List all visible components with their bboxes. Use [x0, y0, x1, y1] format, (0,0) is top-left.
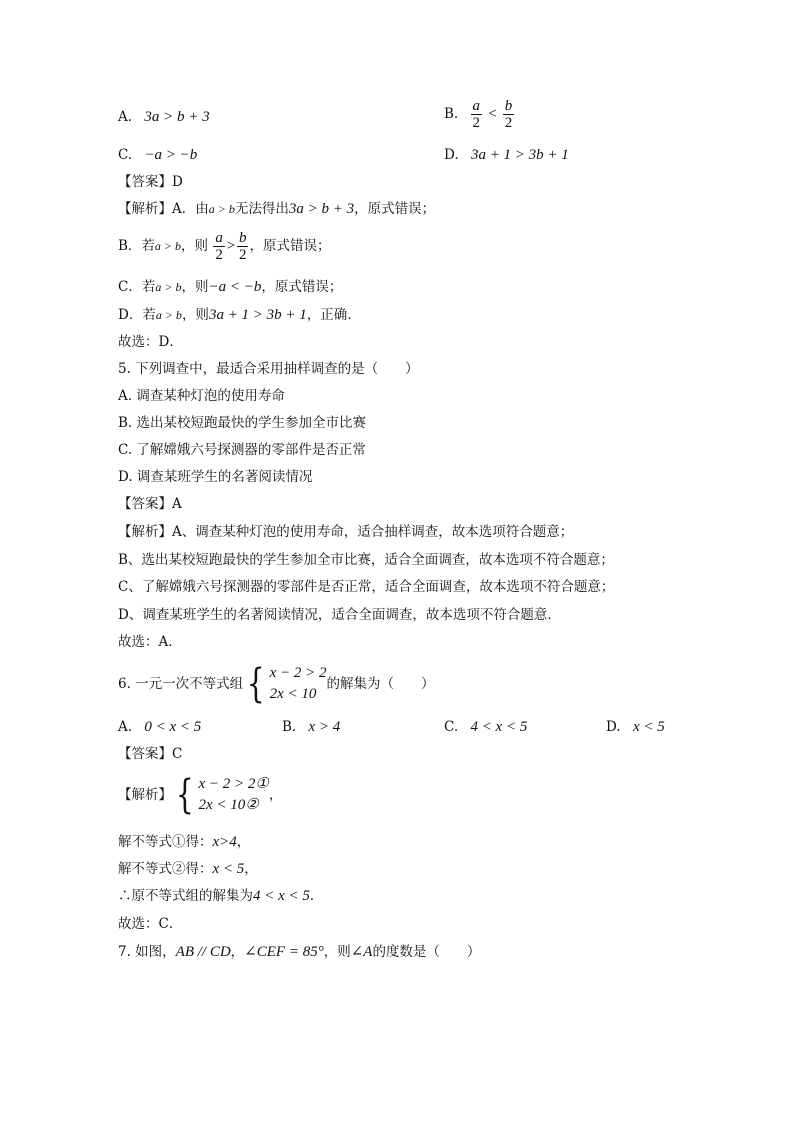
numerator: a — [215, 230, 223, 246]
q4-analysis-a — [118, 200, 435, 218]
text: 【解析】 — [118, 787, 172, 803]
q5-option-a: A. 调查某种灯泡的使用寿命 — [118, 388, 285, 404]
inequality-system — [243, 663, 326, 705]
q6-option-b — [282, 718, 340, 736]
q6-answer: 【答案】C — [118, 746, 183, 762]
fraction — [213, 230, 225, 263]
q5-stem: 5. 下列调查中，最适合采用抽样调查的是（ ） — [118, 361, 419, 377]
text: ∴原不等式组的解集为 — [118, 888, 253, 904]
q6-stem — [118, 661, 435, 707]
brace: { — [246, 661, 265, 707]
text: ， — [244, 861, 258, 877]
q4-option-b — [444, 98, 515, 131]
math: 3a + 1 > 3b + 1 — [208, 307, 307, 323]
q5-conclusion: 故选：A． — [118, 634, 182, 650]
q5-analysis-d: D、调查某班学生的名著阅读情况，适合全面调查，故本选项不符合题意． — [118, 607, 561, 623]
text: 的解集为（ ） — [326, 676, 435, 692]
q6-step-1 — [118, 833, 250, 851]
q7-stem — [118, 943, 480, 961]
math: ∠A — [350, 944, 373, 960]
text: ， — [268, 787, 283, 803]
relation: < — [487, 106, 498, 122]
inequality-1: x − 2 > 2① — [198, 776, 269, 792]
q6-option-d — [606, 718, 665, 736]
q6-conclusion: 故选：C． — [118, 916, 183, 932]
option-label: A. — [118, 109, 133, 125]
math: 3a > b + 3 — [288, 201, 355, 217]
q5-answer: 【答案】A — [118, 496, 182, 512]
numerator: b — [238, 230, 247, 246]
text: ，原式错误； — [261, 279, 343, 295]
q5-option-d: D. 调查某班学生的名著阅读情况 — [118, 469, 313, 485]
q4-option-c — [118, 146, 197, 164]
q4-option-a — [118, 108, 210, 126]
text: B．若 — [118, 238, 155, 254]
option-math: 3a > b + 3 — [144, 109, 210, 125]
option-label: D. — [606, 719, 621, 735]
condition: a > b — [208, 202, 235, 216]
option-math: 4 < x < 5 — [470, 719, 528, 735]
math: ∠CEF = 85° — [244, 944, 324, 960]
relation: > — [225, 238, 236, 254]
q6-step-2 — [118, 860, 258, 878]
inequality-1: x − 2 > 2 — [269, 665, 327, 681]
brace: { — [175, 772, 194, 818]
q4-answer: 【答案】D — [118, 174, 183, 190]
numerator: b — [504, 98, 513, 114]
q5-analysis-a: 【解析】A、调查某种灯泡的使用寿命，适合抽样调查，故本选项符合题意； — [118, 524, 574, 540]
fraction — [237, 230, 249, 263]
text: 7. 如图， — [118, 944, 176, 960]
q6-analysis-system — [118, 772, 282, 818]
option-label: B. — [282, 719, 297, 735]
text: ，原式错误； — [249, 238, 331, 254]
text: ，则 — [323, 944, 351, 960]
text: ，正确． — [306, 307, 361, 323]
text: ，则 — [181, 238, 209, 254]
option-label: D. — [444, 147, 459, 163]
text: C．若 — [118, 279, 156, 295]
q6-step-3 — [118, 887, 323, 905]
math: x>4 — [212, 834, 237, 850]
math: −a < −b — [208, 279, 262, 295]
option-math: 0 < x < 5 — [144, 719, 202, 735]
option-math: x < 5 — [632, 719, 665, 735]
q4-conclusion: 故选：D． — [118, 334, 183, 350]
numerator: a — [472, 98, 481, 114]
option-label: C. — [118, 147, 133, 163]
text: 解不等式②得： — [118, 861, 213, 877]
text: 6. 一元一次不等式组 — [118, 676, 244, 692]
q4-option-d — [444, 146, 569, 164]
text: 【解析】A．由 — [118, 201, 209, 217]
q6-option-c — [444, 718, 527, 736]
inequality-2: 2x < 10② — [198, 797, 259, 813]
denominator: 2 — [215, 247, 223, 263]
text: 的度数是（ ） — [372, 944, 481, 960]
text: 解不等式①得： — [118, 834, 213, 850]
text: ， — [230, 944, 245, 960]
q5-analysis-b: B、选出某校短跑最快的学生参加全市比赛，适合全面调查，故本选项不符合题意； — [118, 552, 614, 568]
text: D．若 — [118, 307, 156, 323]
option-label: C. — [444, 719, 459, 735]
math: AB // CD — [175, 944, 231, 960]
q4-analysis-d — [118, 306, 361, 324]
q6-option-a — [118, 718, 201, 736]
text: ，原式错误； — [354, 201, 436, 217]
text: 无法得出 — [234, 201, 289, 217]
option-math: 3a + 1 > 3b + 1 — [470, 147, 569, 163]
denominator: 2 — [472, 115, 481, 131]
denominator: 2 — [504, 115, 513, 131]
option-label: A. — [118, 719, 133, 735]
math: 4 < x < 5 — [253, 888, 310, 904]
option-label: B. — [444, 106, 459, 122]
inequality-system — [172, 774, 269, 816]
text: ， — [236, 834, 251, 850]
q5-option-c: C. 了解嫦娥六号探测器的零部件是否正常 — [118, 442, 366, 458]
condition: a > b — [155, 280, 182, 294]
option-math: −a > −b — [144, 147, 198, 163]
condition: a > b — [154, 239, 182, 253]
math: x < 5 — [212, 861, 245, 877]
condition: a > b — [155, 308, 182, 322]
text: ． — [309, 888, 324, 904]
q4-analysis-c — [118, 278, 342, 296]
fraction — [471, 98, 483, 131]
fraction — [503, 98, 515, 131]
q5-analysis-c: C、了解嫦娥六号探测器的零部件是否正常，适合全面调查，故本选项不符合题意； — [118, 579, 615, 595]
inequality-2: 2x < 10 — [269, 686, 317, 702]
q4-analysis-b — [118, 230, 330, 263]
text: ，则 — [181, 279, 209, 295]
option-math: x > 4 — [308, 719, 341, 735]
text: ，则 — [181, 307, 209, 323]
denominator: 2 — [238, 247, 247, 263]
q5-option-b: B. 选出某校短跑最快的学生参加全市比赛 — [118, 415, 367, 431]
